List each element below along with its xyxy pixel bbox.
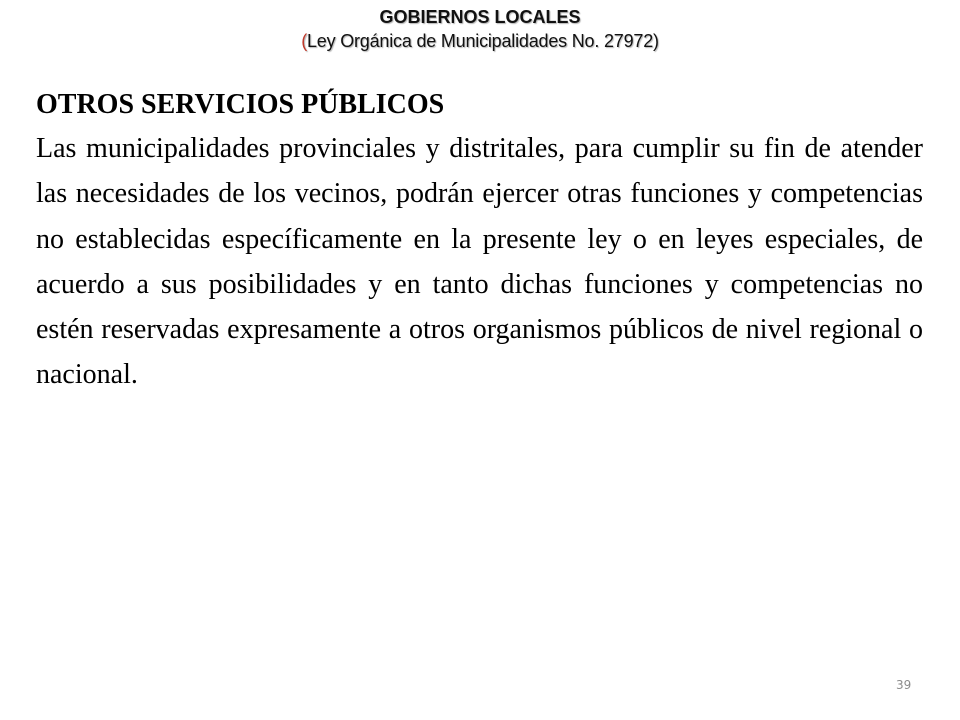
slide-content <box>36 84 923 398</box>
page-number: 39 <box>896 678 912 692</box>
subtitle-text: Ley Orgánica de Municipalidades No. 27972 <box>306 31 654 51</box>
subtitle-open-paren: ( <box>301 31 307 51</box>
header-subtitle <box>0 28 960 54</box>
header-title: GOBIERNOS LOCALES <box>379 7 581 27</box>
slide-header <box>0 6 960 54</box>
subtitle-close-paren: ) <box>653 31 659 51</box>
section-heading: OTROS SERVICIOS PÚBLICOS <box>36 89 445 120</box>
body-paragraph: Las municipalidades provinciales y distritales, para cumplir su fin de atender las necesidades de los vecinos, podrán ejercer otras funciones y competencias no establecidas específicamente en la presente ley o en leyes especiales, de acuerdo a sus posibilidades y en tanto dichas funciones y competencias no estén reservadas expresamente a otros organismos públicos de nivel regional o nacional. <box>36 133 923 391</box>
